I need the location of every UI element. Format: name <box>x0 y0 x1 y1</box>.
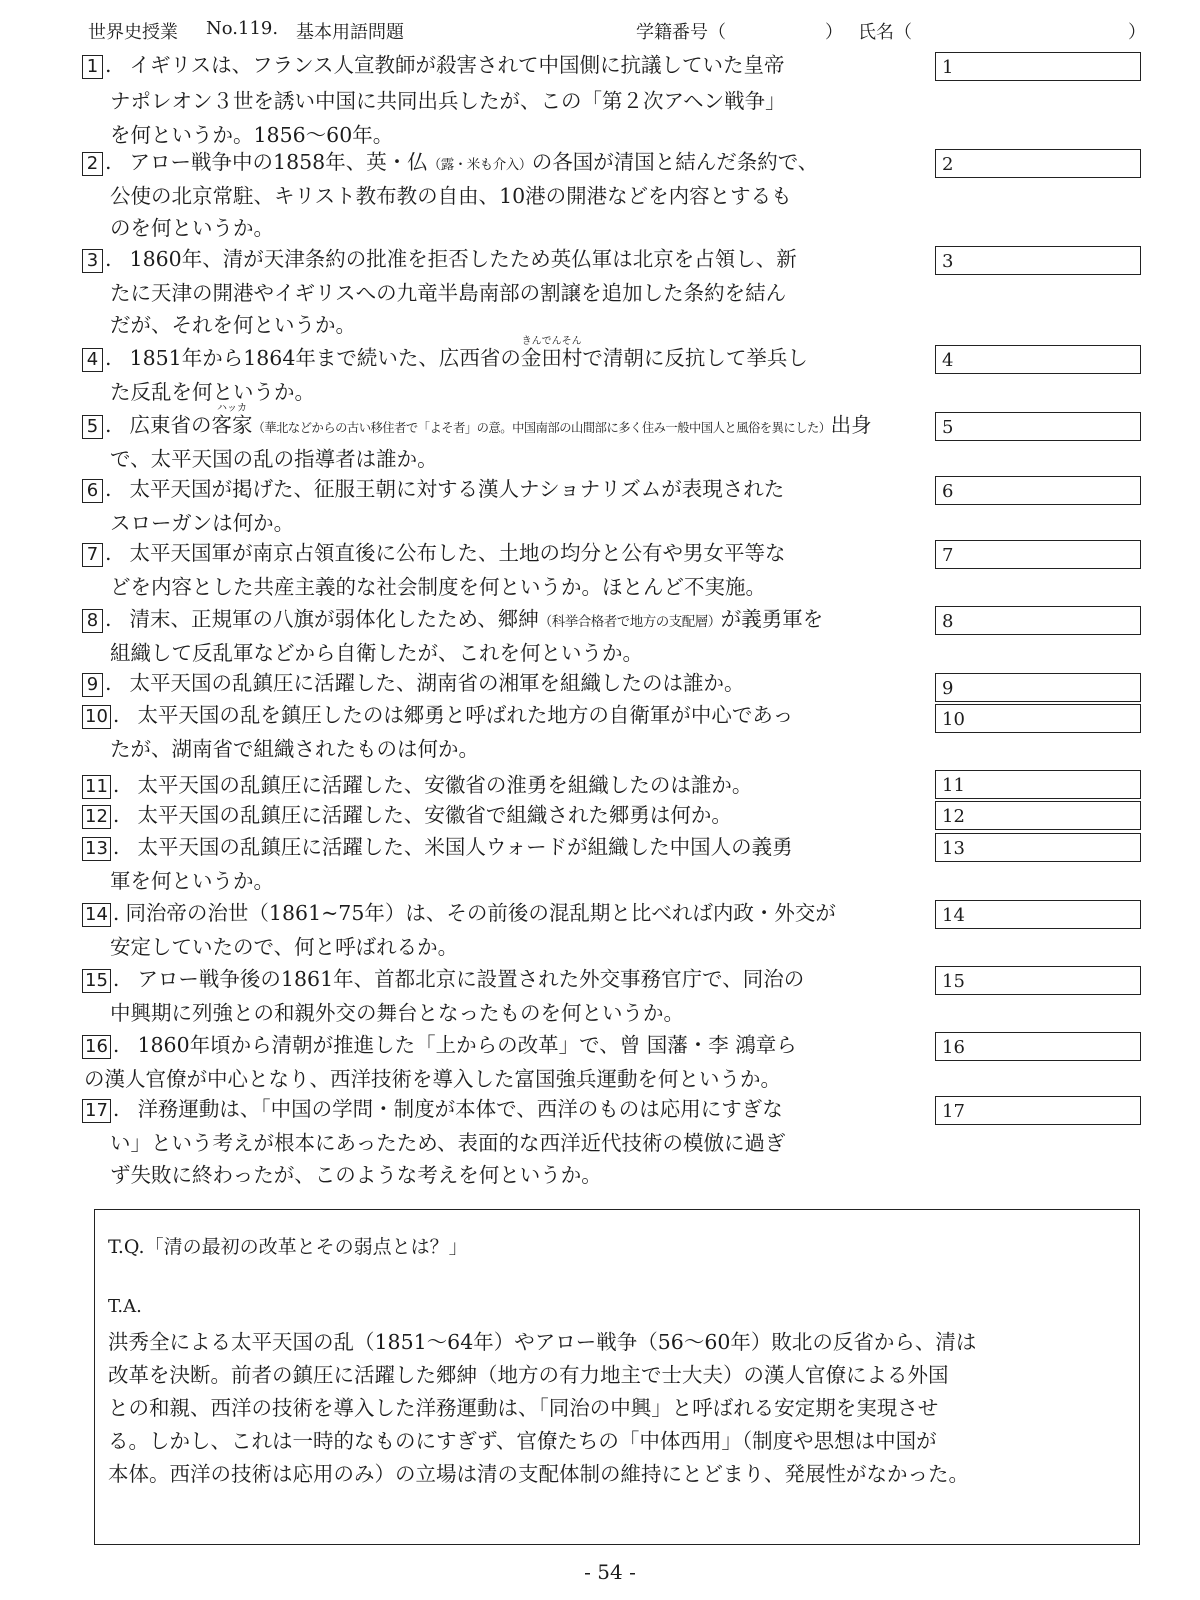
worksheet-title: 基本用語問題 <box>296 22 404 43</box>
answer-box-13[interactable]: 13 <box>935 833 1141 862</box>
page-number: - 54 - <box>584 1560 636 1584</box>
ta-line: 洪秀全による太平天国の乱（1851〜64年）やアロー戦争（56〜60年）敗北の反省から、清は <box>108 1330 977 1354</box>
question-number: 5 <box>82 415 103 439</box>
question-number: 3 <box>82 249 103 273</box>
ta-line: 本体。西洋の技術は応用のみ）の立場は清の支配体制の維持にとどまり、発展性がなかった。 <box>108 1462 969 1486</box>
worksheet-number: No.119. <box>206 18 279 39</box>
answer-box-2[interactable]: 2 <box>935 149 1141 178</box>
question-number: 12 <box>82 805 111 829</box>
answer-box-5[interactable]: 5 <box>935 412 1141 441</box>
ta-line: 改革を決断。前者の鎮圧に活躍した郷紳（地方の有力地主で士大夫）の漢人官僚による外国 <box>108 1363 949 1387</box>
answer-box-1[interactable]: 1 <box>935 52 1141 81</box>
answer-box-16[interactable]: 16 <box>935 1032 1141 1061</box>
tq-box <box>94 1209 1140 1545</box>
question-number: 9 <box>82 673 103 697</box>
question-number: 11 <box>82 775 111 799</box>
answer-box-11[interactable]: 11 <box>935 770 1141 799</box>
question-number: 16 <box>82 1035 111 1059</box>
answer-box-12[interactable]: 12 <box>935 801 1141 830</box>
furigana: きんでんそん <box>521 336 582 347</box>
ta-label: T.A. <box>108 1296 142 1317</box>
furigana: ハッカ <box>217 403 248 414</box>
student-id-label: 学籍番号（ <box>636 22 726 43</box>
answer-box-9[interactable]: 9 <box>935 673 1141 702</box>
question-number: 13 <box>82 837 111 861</box>
answer-box-7[interactable]: 7 <box>935 540 1141 569</box>
question-number: 17 <box>82 1099 111 1123</box>
question-number: 1 <box>82 55 103 79</box>
answer-box-15[interactable]: 15 <box>935 966 1141 995</box>
ta-line: との和親、西洋の技術を導入した洋務運動は、「同治の中興」と呼ばれる安定期を実現させ <box>108 1396 939 1420</box>
answer-box-4[interactable]: 4 <box>935 345 1141 374</box>
answer-box-17[interactable]: 17 <box>935 1096 1141 1125</box>
answer-box-8[interactable]: 8 <box>935 606 1141 635</box>
student-id-close: ） <box>825 22 843 43</box>
course-name: 世界史授業 <box>88 22 178 43</box>
question-number: 4 <box>82 348 103 372</box>
question-number: 2 <box>82 152 103 176</box>
question-number: 10 <box>82 705 111 729</box>
worksheet-header <box>88 18 1148 46</box>
question-number: 15 <box>82 969 111 993</box>
answer-box-14[interactable]: 14 <box>935 900 1141 929</box>
question-number: 7 <box>82 543 103 567</box>
name-label: 氏名（ <box>858 22 912 43</box>
answer-box-10[interactable]: 10 <box>935 704 1141 733</box>
answer-box-6[interactable]: 6 <box>935 476 1141 505</box>
name-close: ） <box>1128 22 1146 43</box>
question-number: 6 <box>82 479 103 503</box>
question-number: 8 <box>82 609 103 633</box>
question-number: 14 <box>82 903 111 927</box>
answer-box-3[interactable]: 3 <box>935 246 1141 275</box>
ta-body <box>108 1326 1128 1491</box>
ta-line: る。しかし、これは一時的なものにすぎず、官僚たちの「中体西用」（制度や思想は中国が <box>108 1429 937 1453</box>
tq-question: T.Q.「清の最初の改革とその弱点とは？」 <box>108 1236 468 1258</box>
